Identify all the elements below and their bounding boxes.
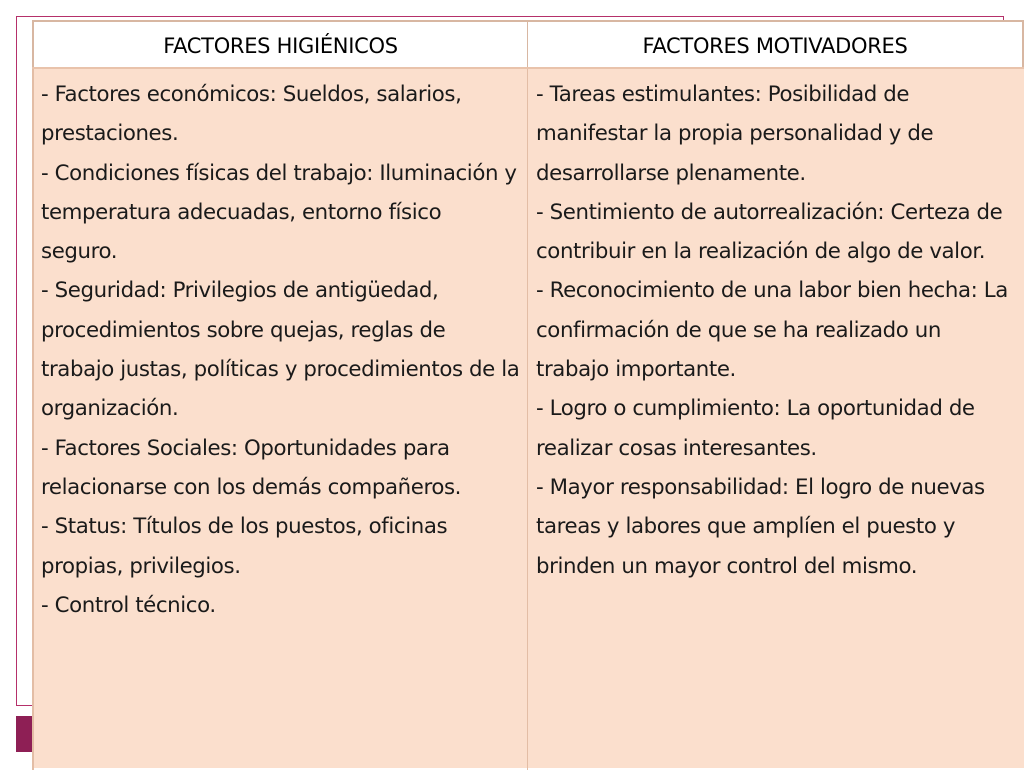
header-motivating-factors: FACTORES MOTIVADORES xyxy=(528,22,1024,69)
factors-table xyxy=(32,20,1024,768)
hygienic-item: - Condiciones físicas del trabajo: Iluminación y temperatura adecuadas, entorno físico seguro. xyxy=(41,160,517,265)
slide-accent-bar xyxy=(16,716,32,752)
motivator-item: - Reconocimiento de una labor bien hecha: La confirmación de que se ha realizado un trabajo importante. xyxy=(536,278,1008,383)
motivator-item: - Logro o cumplimiento: La oportunidad de realizar cosas interesantes. xyxy=(536,396,975,461)
hygienic-item: - Factores económicos: Sueldos, salarios, prestaciones. xyxy=(41,82,462,147)
table-body-row xyxy=(32,67,1024,768)
hygienic-item: - Factores Sociales: Oportunidades para relacionarse con los demás compañeros. xyxy=(41,435,462,500)
table-header-row xyxy=(32,20,1024,69)
hygienic-item: - Control técnico. xyxy=(41,592,216,618)
motivator-item: - Sentimiento de autorrealización: Certeza de contribuir en la realización de algo de valor. xyxy=(536,199,1003,265)
hygienic-factors-cell xyxy=(32,69,528,770)
motivating-factors-cell xyxy=(528,69,1024,770)
header-hygienic-factors: FACTORES HIGIÉNICOS xyxy=(32,22,528,69)
motivator-item: - Mayor responsabilidad: El logro de nuevas tareas y labores que amplíen el puesto y brinden un mayor control del mismo. xyxy=(536,474,985,579)
hygienic-item: - Status: Títulos de los puestos, oficinas propias, privilegios. xyxy=(41,514,448,579)
hygienic-item: - Seguridad: Privilegios de antigüedad, procedimientos sobre quejas, reglas de trabajo justas, políticas y procedimientos de la organización. xyxy=(41,278,520,422)
motivator-item: - Tareas estimulantes: Posibilidad de manifestar la propia personalidad y de desarrollarse plenamente. xyxy=(536,82,934,186)
